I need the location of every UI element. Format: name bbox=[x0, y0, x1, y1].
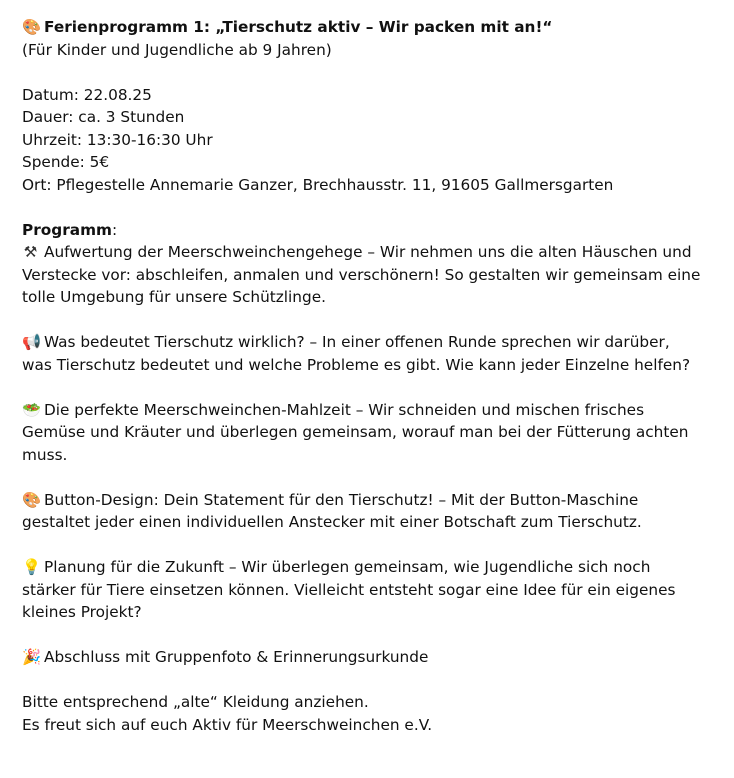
document-body bbox=[22, 16, 722, 736]
item-line: gestaltet jeder einen individuellen Anstecker mit einer Botschaft zum Tierschutz. bbox=[22, 513, 642, 531]
page-title: Ferienprogramm 1: „Tierschutz aktiv – Wir packen mit an!“ bbox=[44, 18, 553, 36]
spacer bbox=[22, 466, 722, 489]
item-text: Die perfekte Meerschweinchen-Mahlzeit – Wir schneiden und mischen frisches bbox=[44, 400, 645, 419]
spacer bbox=[22, 61, 722, 84]
hammer-and-wrench-icon: ⚒ bbox=[23, 243, 38, 261]
footer-signature: Es freut sich auf euch Aktiv für Meerschweinchen e.V. bbox=[22, 715, 433, 734]
item-line: kleines Projekt? bbox=[22, 603, 142, 621]
programm-heading-line bbox=[22, 219, 722, 242]
item-line bbox=[22, 646, 722, 669]
program-item bbox=[22, 331, 722, 376]
subtitle: (Für Kinder und Jugendliche ab 9 Jahren) bbox=[22, 40, 332, 59]
program-item bbox=[22, 556, 722, 624]
detail-ort: Ort: Pflegestelle Annemarie Ganzer, Brechhausstr. 11, 91605 Gallmersgarten bbox=[22, 175, 614, 194]
programm-heading: Programm bbox=[22, 220, 112, 239]
detail-spende: Spende: 5€ bbox=[22, 153, 110, 171]
item-text: Aufwertung der Meerschweinchengehege – Wir nehmen uns die alten Häuschen und bbox=[44, 243, 692, 261]
item-line: stärker für Tiere einsetzen können. Vielleicht entsteht sogar eine Idee für ein eigenes bbox=[22, 580, 676, 599]
spacer bbox=[22, 669, 722, 692]
item-line bbox=[22, 489, 722, 512]
item-text: Abschluss mit Gruppenfoto & Erinnerungsurkunde bbox=[44, 648, 429, 666]
spacer bbox=[22, 376, 722, 399]
item-line bbox=[22, 556, 722, 579]
item-line bbox=[22, 399, 722, 422]
spacer bbox=[22, 624, 722, 647]
light-bulb-icon: 💡 bbox=[22, 558, 42, 576]
item-line: was Tierschutz bedeutet und welche Probleme es gibt. Wie kann jeder Einzelne helfen? bbox=[22, 355, 691, 374]
item-text: Planung für die Zukunft – Wir überlegen gemeinsam, wie Jugendliche sich noch bbox=[44, 558, 651, 576]
palette-icon: 🎨 bbox=[22, 490, 42, 509]
spacer bbox=[22, 196, 722, 219]
detail-dauer: Dauer: ca. 3 Stunden bbox=[22, 108, 185, 126]
palette-icon: 🎨 bbox=[22, 18, 42, 36]
detail-datum: Datum: 22.08.25 bbox=[22, 85, 152, 104]
item-line: muss. bbox=[22, 445, 68, 464]
item-text: Button-Design: Dein Statement für den Tierschutz! – Mit der Button-Maschine bbox=[44, 490, 639, 509]
footer-note: Bitte entsprechend „alte“ Kleidung anziehen. bbox=[22, 693, 369, 711]
programm-colon: : bbox=[111, 220, 118, 239]
item-line: Gemüse und Kräuter und überlegen gemeinsam, worauf man bei der Fütterung achten bbox=[22, 423, 689, 441]
item-line: tolle Umgebung für unsere Schützlinge. bbox=[22, 288, 326, 306]
party-popper-icon: 🎉 bbox=[22, 648, 42, 666]
item-line: Verstecke vor: abschleifen, anmalen und verschönern! So gestalten wir gemeinsam eine bbox=[22, 265, 701, 284]
item-line bbox=[22, 331, 722, 354]
program-item bbox=[22, 489, 722, 534]
program-item bbox=[22, 646, 722, 669]
megaphone-icon: 📢 bbox=[22, 333, 42, 351]
spacer bbox=[22, 534, 722, 557]
item-text: Was bedeutet Tierschutz wirklich? – In einer offenen Runde sprechen wir darüber, bbox=[44, 333, 670, 351]
detail-uhrzeit: Uhrzeit: 13:30-16:30 Uhr bbox=[22, 130, 213, 149]
title-line bbox=[22, 16, 722, 39]
program-item bbox=[22, 241, 722, 309]
salad-icon: 🥗 bbox=[22, 400, 42, 419]
item-line bbox=[22, 241, 722, 264]
program-item bbox=[22, 399, 722, 467]
spacer bbox=[22, 309, 722, 332]
